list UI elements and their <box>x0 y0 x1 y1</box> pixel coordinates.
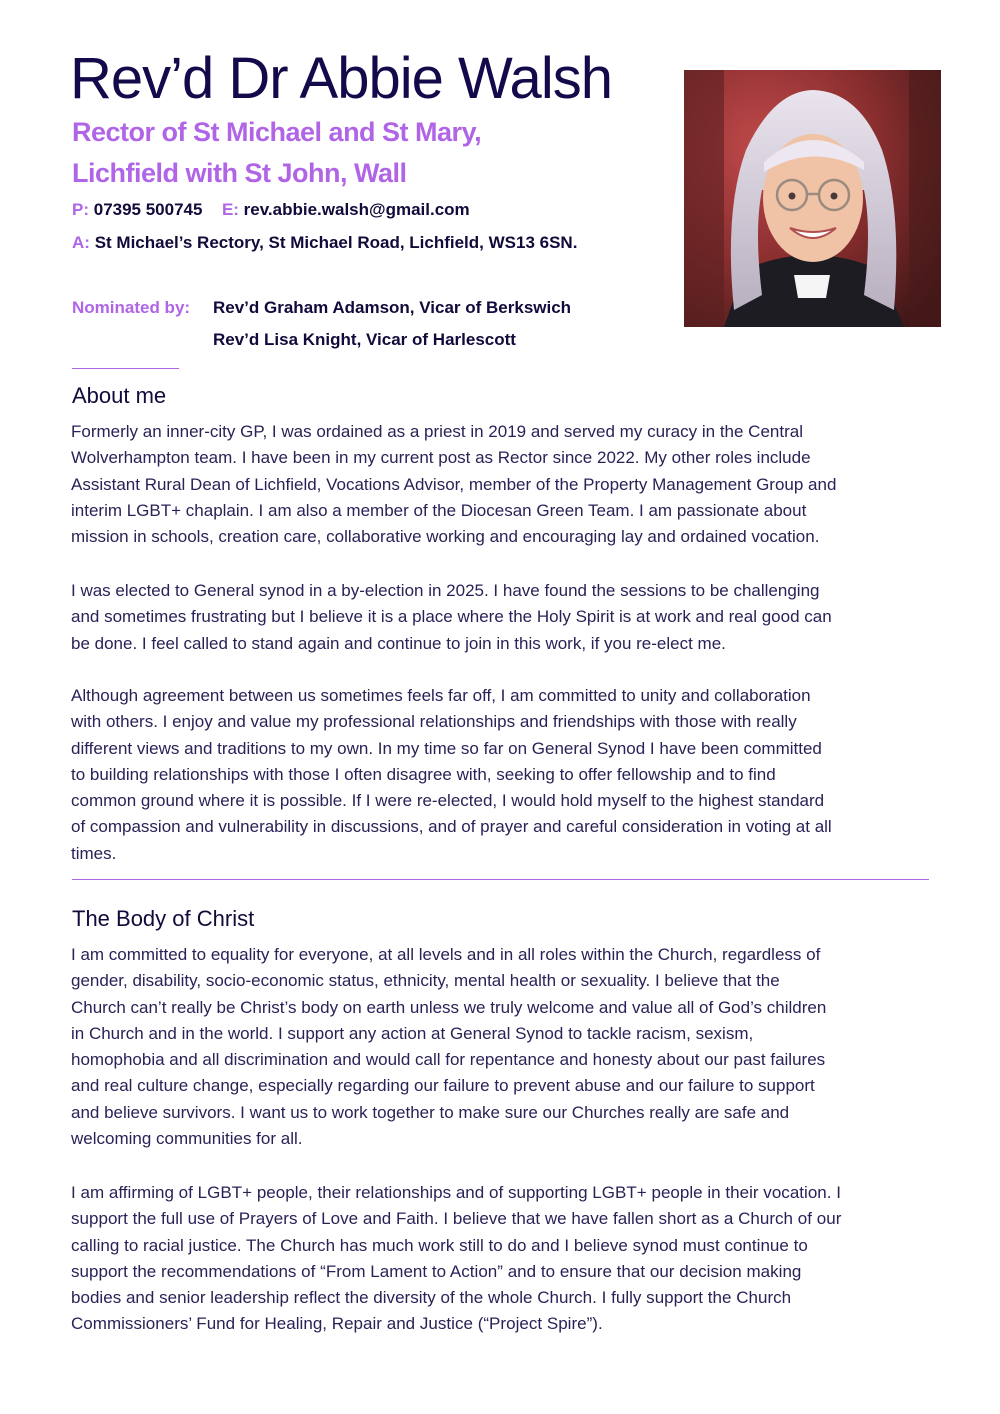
text-line: in Church and in the world. I support any action at General Synod to tackle racism, sexism, <box>71 1023 754 1043</box>
role-line-2: Lichfield with St John, Wall <box>72 158 407 188</box>
about-paragraph-3 <box>71 683 832 867</box>
address-label: A: <box>72 233 90 252</box>
phone-label: P: <box>72 200 89 219</box>
text-line: gender, disability, socio-economic status, ethnicity, mental health or sexuality. I believe that the <box>71 971 780 991</box>
text-line: Although agreement between us sometimes feels far off, I am committed to unity and collaboration <box>71 686 811 705</box>
contact-address <box>72 232 577 254</box>
text-line: Assistant Rural Dean of Lichfield, Vocations Advisor, member of the Property Management Group and <box>71 474 837 494</box>
text-line: to building relationships with those I often disagree with, seeking to offer fellowship and to find <box>71 764 776 784</box>
phone-number: 07395 500745 <box>93 200 203 219</box>
text-line: calling to racial justice. The Church has much work still to do and I believe synod must continue to <box>71 1235 808 1255</box>
candidate-photo <box>684 70 941 327</box>
text-line: interim LGBT+ chaplain. I am also a member of the Diocesan Green Team. I am passionate about <box>71 500 807 520</box>
text-line: with others. I enjoy and value my professional relationships and friendships with those with really <box>71 712 797 732</box>
about-paragraph-2 <box>71 578 832 657</box>
text-line: mission in schools, creation care, collaborative working and encouraging lay and ordained vocation. <box>71 527 820 547</box>
text-line: different views and traditions to my own. In my time so far on General Synod I have been committed <box>71 738 822 758</box>
nominator-2: Rev’d Lisa Knight, Vicar of Harlescott <box>213 330 516 349</box>
text-line: I was elected to General synod in a by-election in 2025. I have found the sessions to be challenging <box>71 581 820 600</box>
body-of-christ-heading: The Body of Christ <box>72 906 255 931</box>
text-line: welcoming communities for all. <box>71 1129 303 1149</box>
role-line-1: Rector of St Michael and St Mary, <box>72 117 482 147</box>
text-line: homophobia and all discrimination and would call for repentance and honesty about our past failures <box>71 1050 826 1070</box>
portrait-image <box>684 70 941 327</box>
text-line: be done. I feel called to stand again and continue to join in this work, if you re-elect me. <box>71 633 726 653</box>
text-line: Church can’t really be Christ’s body on earth unless we truly welcome and value all of God’s children <box>71 997 827 1017</box>
contact-phone-email <box>72 199 470 221</box>
text-line: and sometimes frustrating but I believe it is a place where the Holy Spirit is at work and real good can <box>71 607 832 627</box>
about-heading: About me <box>72 383 167 408</box>
body-paragraph-2 <box>71 1180 841 1338</box>
nominated-by <box>72 297 571 319</box>
text-line: common ground where it is possible. If I were re-elected, I would hold myself to the highest standard <box>71 791 825 811</box>
text-line: of compassion and vulnerability in discussions, and of prayer and careful consideration in voting at all <box>71 817 832 837</box>
candidate-name: Rev’d Dr Abbie Walsh <box>70 46 612 111</box>
address-text: St Michael’s Rectory, St Michael Road, Lichfield, WS13 6SN. <box>94 233 578 252</box>
text-line: Formerly an inner-city GP, I was ordained as a priest in 2019 and served my curacy in the Central <box>71 422 803 441</box>
nominator-1: Rev’d Graham Adamson, Vicar of Berkswich <box>213 298 572 317</box>
text-line: support the recommendations of “From Lament to Action” and to ensure that our decision making <box>71 1261 802 1281</box>
header-divider <box>72 368 179 369</box>
text-line: times. <box>71 843 117 863</box>
about-paragraph-1 <box>71 419 836 550</box>
text-line: I am committed to equality for everyone, at all levels and in all roles within the Church, regardless of <box>71 945 821 964</box>
nominated-label: Nominated by: <box>72 298 191 317</box>
text-line: Wolverhampton team. I have been in my current post as Rector since 2022. My other roles include <box>71 448 811 468</box>
email-label: E: <box>221 200 239 219</box>
text-line: support the full use of Prayers of Love and Faith. I believe that we have fallen short as a Church of our <box>71 1209 842 1229</box>
body-paragraph-1 <box>71 942 826 1152</box>
text-line: and believe survivors. I want us to work together to make sure our Churches really are safe and <box>71 1102 790 1122</box>
section-divider <box>72 879 929 880</box>
text-line: and real culture change, especially regarding our failure to prevent abuse and our failure to support <box>71 1076 815 1096</box>
text-line: I am affirming of LGBT+ people, their relationships and of supporting LGBT+ people in their vocation. I <box>71 1183 842 1202</box>
text-line: Commissioners’ Fund for Healing, Repair and Justice (“Project Spire”). <box>71 1314 603 1334</box>
text-line: bodies and senior leadership reflect the diversity of the whole Church. I fully support the Church <box>71 1288 792 1308</box>
email-address: rev.abbie.walsh@gmail.com <box>243 200 470 219</box>
